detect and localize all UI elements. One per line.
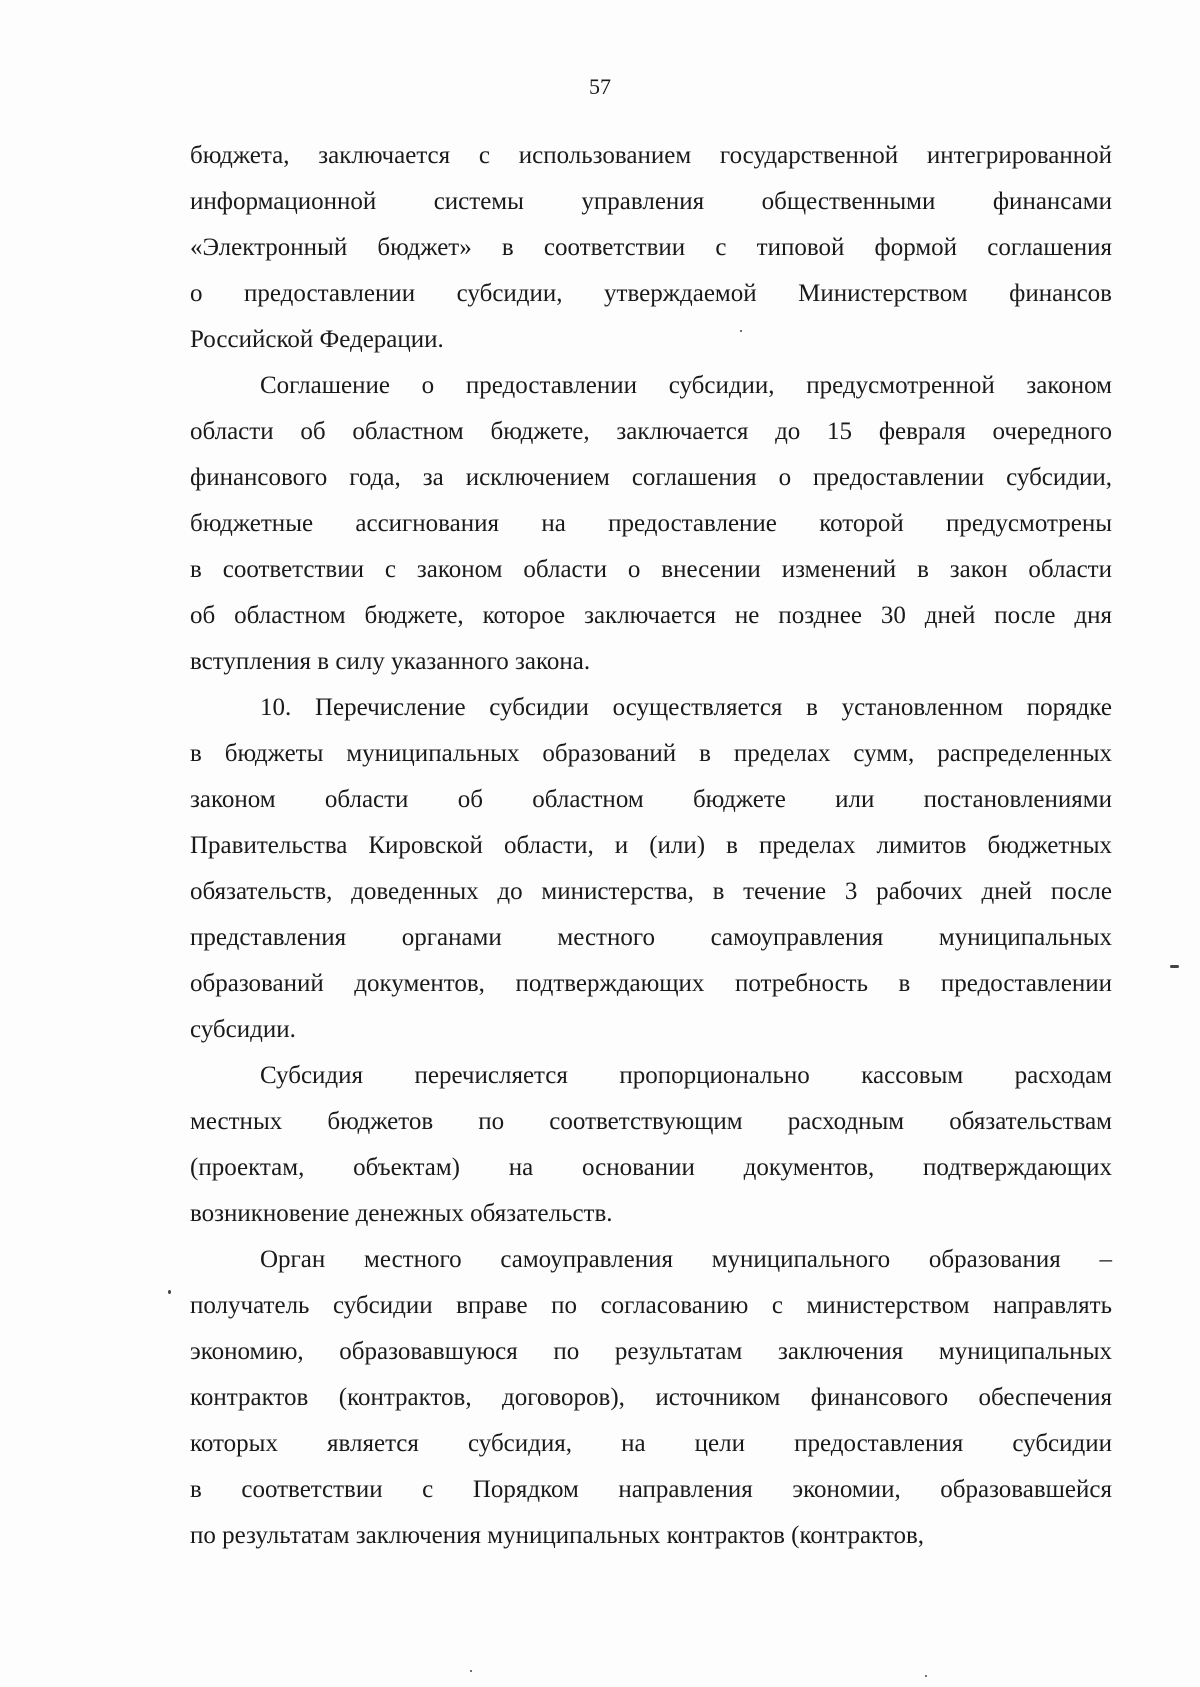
- paragraph-line: Орган местного самоуправления муниципального образования –: [260, 1246, 1112, 1273]
- paragraph-line: в соответствии с законом области о внесении изменений в закон области: [190, 556, 1112, 583]
- paragraph-line: Соглашение о предоставлении субсидии, предусмотренной законом: [260, 372, 1112, 399]
- paragraph-line: субсидии.: [190, 1016, 296, 1043]
- paragraph-line: бюджетные ассигнования на предоставление которой предусмотрены: [190, 510, 1112, 537]
- paragraph-line: Субсидия перечисляется пропорционально кассовым расходам: [260, 1062, 1112, 1089]
- paragraph-line: вступления в силу указанного закона.: [190, 648, 591, 675]
- paragraph-line: (проектам, объектам) на основании документов, подтверждающих: [190, 1154, 1112, 1181]
- paragraph-line: в бюджеты муниципальных образований в пределах сумм, распределенных: [190, 740, 1112, 767]
- body-text: [190, 133, 1112, 1559]
- paragraph-4: [190, 1053, 1112, 1237]
- scan-speck: [925, 1675, 927, 1677]
- paragraph-line: контрактов (контрактов, договоров), источником финансового обеспечения: [190, 1384, 1112, 1411]
- paragraph-3: [190, 685, 1112, 1053]
- scan-speck: [740, 330, 742, 332]
- paragraph-5: [190, 1237, 1112, 1559]
- scan-speck: [470, 1670, 472, 1672]
- paragraph-line: представления органами местного самоуправления муниципальных: [190, 924, 1112, 951]
- paragraph-line: об областном бюджете, которое заключается не позднее 30 дней после дня: [190, 602, 1112, 629]
- paragraph-line: информационной системы управления общественными финансами: [190, 188, 1112, 215]
- paragraph-line: финансового года, за исключением соглашения о предоставлении субсидии,: [190, 464, 1112, 491]
- paragraph-line: которых является субсидия, на цели предоставления субсидии: [190, 1430, 1112, 1457]
- paragraph-2: [190, 363, 1112, 685]
- scan-speck: [1170, 965, 1179, 968]
- paragraph-line: о предоставлении субсидии, утверждаемой Министерством финансов: [190, 280, 1112, 307]
- paragraph-line: обязательств, доведенных до министерства, в течение 3 рабочих дней после: [190, 878, 1112, 905]
- page-number: 57: [589, 74, 611, 99]
- paragraph-line: области об областном бюджете, заключается до 15 февраля очередного: [190, 418, 1112, 445]
- paragraph-line: образований документов, подтверждающих потребность в предоставлении: [190, 970, 1112, 997]
- paragraph-line: экономию, образовавшуюся по результатам заключения муниципальных: [190, 1338, 1112, 1365]
- paragraph-line: возникновение денежных обязательств.: [190, 1200, 613, 1227]
- paragraph-line: Российской Федерации.: [190, 326, 444, 353]
- paragraph-line: получатель субсидии вправе по согласованию с министерством направлять: [190, 1292, 1112, 1319]
- scan-speck: [168, 1290, 171, 1294]
- paragraph-line: законом области об областном бюджете или постановлениями: [190, 786, 1112, 813]
- paragraph-1: [190, 133, 1112, 363]
- paragraph-line: в соответствии с Порядком направления экономии, образовавшейся: [190, 1476, 1112, 1503]
- paragraph-line: 10. Перечисление субсидии осуществляется в установленном порядке: [260, 694, 1112, 721]
- paragraph-line: Правительства Кировской области, и (или) в пределах лимитов бюджетных: [190, 832, 1112, 859]
- paragraph-line: по результатам заключения муниципальных контрактов (контрактов,: [190, 1522, 925, 1549]
- paragraph-line: местных бюджетов по соответствующим расходным обязательствам: [190, 1108, 1112, 1135]
- paragraph-line: бюджета, заключается с использованием государственной интегрированной: [190, 142, 1112, 169]
- paragraph-line: «Электронный бюджет» в соответствии с типовой формой соглашения: [190, 234, 1112, 261]
